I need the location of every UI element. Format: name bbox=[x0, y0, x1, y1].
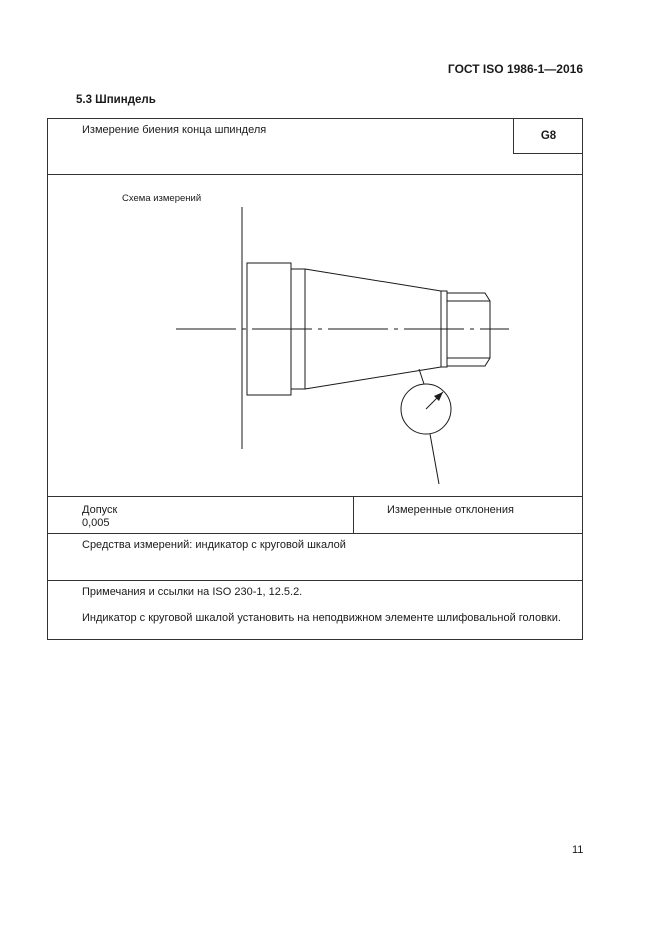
page-number: 11 bbox=[572, 844, 584, 856]
cone-lower-edge bbox=[305, 367, 441, 389]
section-title: 5.3 Шпиндель bbox=[76, 94, 156, 106]
notes-text: Индикатор с круговой шкалой установить на неподвижном элементе шлифовальной головки. bbox=[82, 612, 561, 624]
diagram-label: Схема измерений bbox=[122, 193, 202, 204]
tolerance-value: 0,005 bbox=[82, 517, 110, 529]
indicator-support-arm bbox=[430, 434, 439, 484]
indicator-stylus bbox=[419, 369, 424, 384]
tolerance-label: Допуск bbox=[82, 504, 118, 516]
notes-reference: Примечания и ссылки на ISO 230-1, 12.5.2. bbox=[82, 586, 303, 598]
instruments-text: Средства измерений: индикатор с круговой шкалой bbox=[82, 539, 346, 551]
cone-upper-edge bbox=[305, 269, 441, 291]
measured-deviations-label: Измеренные отклонения bbox=[387, 504, 514, 516]
standard-code: ГОСТ ISO 1986-1—2016 bbox=[447, 62, 583, 76]
test-code: G8 bbox=[513, 118, 583, 154]
test-title: Измерение биения конца шпинделя bbox=[82, 124, 267, 136]
